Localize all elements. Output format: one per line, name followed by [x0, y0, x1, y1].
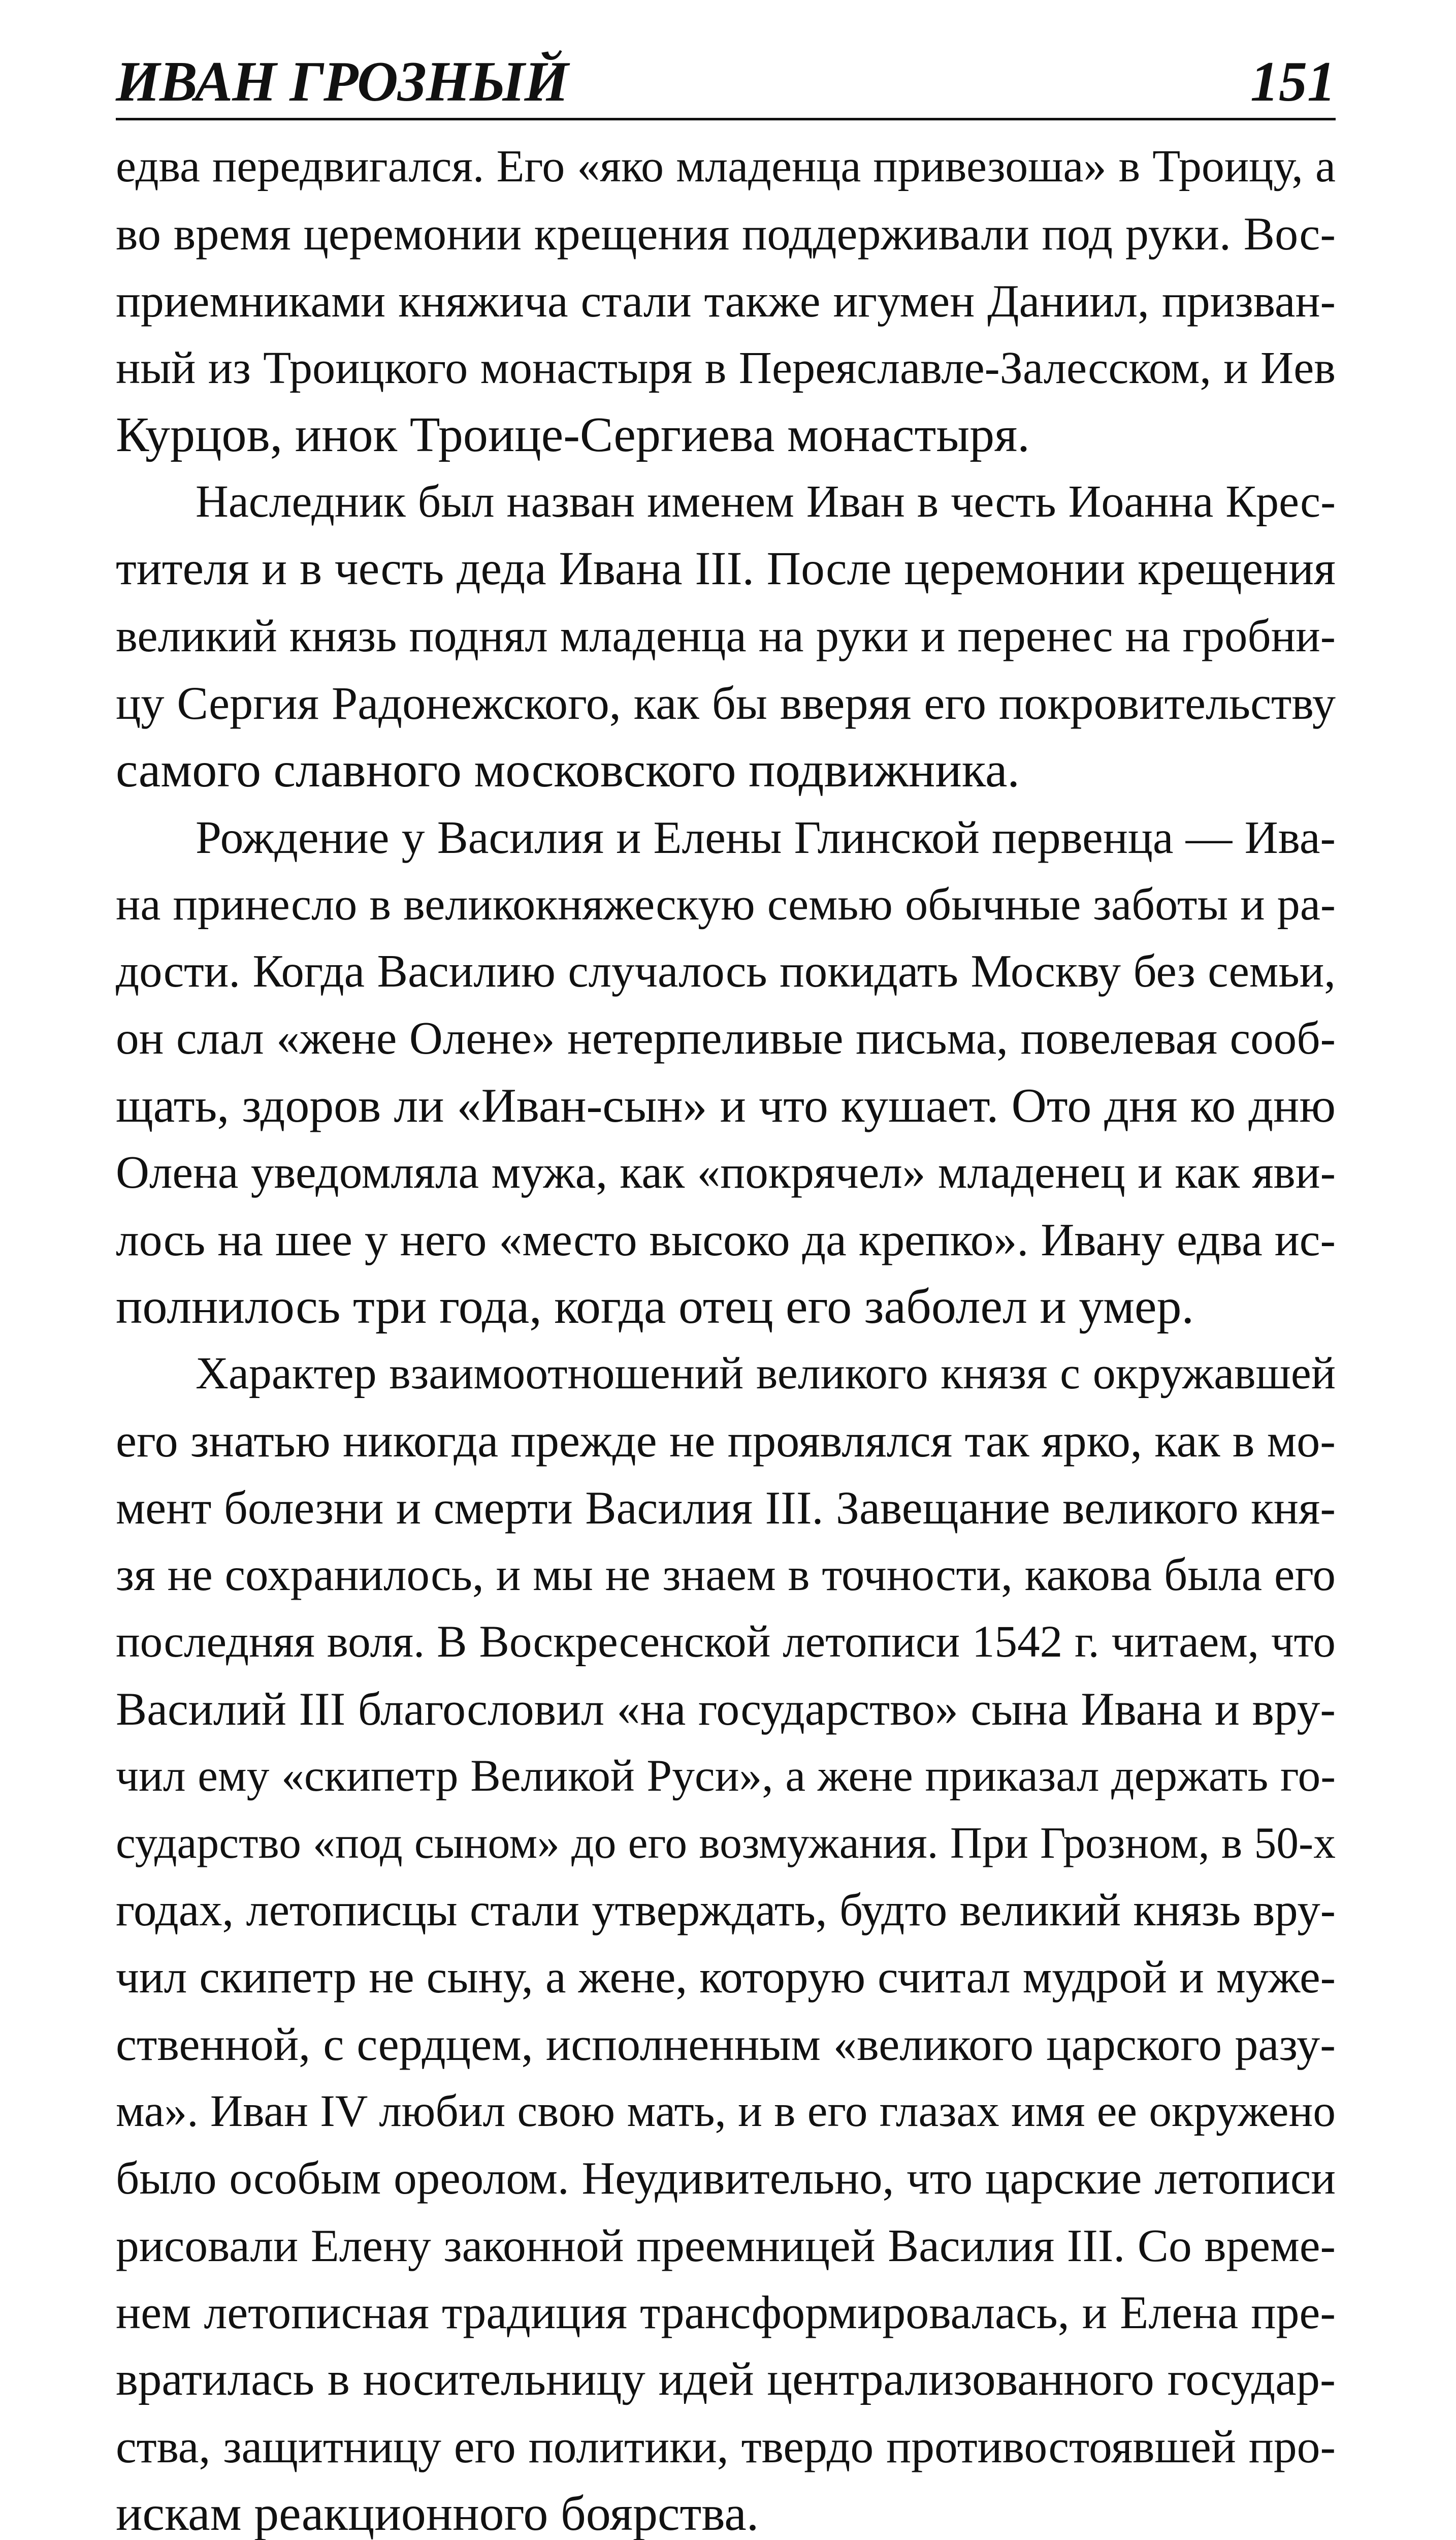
- text-line: Олена уведомляла мужа, как «покрячел» младенец и как яви-: [116, 1147, 1336, 1198]
- text-line: рисовали Елену законной преемницей Василия III. Со време-: [116, 2219, 1336, 2271]
- text-line: полнилось три года, когда отец его заболел и умер.: [116, 1279, 1194, 1334]
- text-line: мент болезни и смерти Василия III. Завещание великого кня-: [116, 1482, 1336, 1534]
- text-line: ственной, с сердцем, исполненным «великого царского разу-: [116, 2018, 1336, 2070]
- text-line: ства, защитницу его политики, твердо противостоявшей про-: [116, 2421, 1336, 2472]
- text-line: едва передвигался. Его «яко младенца привезоша» в Троицу, а: [116, 141, 1336, 192]
- text-line: сударство «под сыном» до его возмужания. При Грозном, в 50-х: [116, 1818, 1336, 1867]
- text-line: зя не сохранилось, и мы не знаем в точности, какова была его: [116, 1549, 1336, 1600]
- text-line: великий князь поднял младенца на руки и перенес на гробни-: [116, 610, 1336, 661]
- text-line: было особым ореолом. Неудивительно, что царские летописи: [116, 2152, 1336, 2204]
- text-line: цу Сергия Радонежского, как бы вверяя его покровительству: [116, 677, 1336, 729]
- text-line: дости. Когда Василию случалось покидать Москву без семьи,: [116, 945, 1336, 997]
- running-title: ИВАН ГРОЗНЫЙ: [116, 50, 568, 113]
- page-number: 151: [1250, 50, 1336, 113]
- text-line: Рождение у Василия и Елены Глинской первенца — Ива-: [196, 811, 1336, 863]
- text-line: ный из Троицкого монастыря в Переяславле-Залесском, и Иев: [116, 342, 1336, 393]
- text-line: ма». Иван IV любил свою мать, и в его глазах имя ее окружено: [116, 2086, 1336, 2136]
- text-line: приемниками княжича стали также игумен Даниил, призван-: [116, 275, 1336, 327]
- text-line: годах, летописцы стали утверждать, будто великий князь вру-: [116, 1884, 1336, 1935]
- text-line: Наследник был назван именем Иван в честь Иоанна Крес-: [196, 477, 1336, 527]
- text-line: Василий III благословил «на государство» сына Ивана и вру-: [116, 1683, 1336, 1735]
- text-line: щать, здоров ли «Иван-сын» и что кушает. Ото дня ко дню: [116, 1078, 1336, 1132]
- text-line: тителя и в честь деда Ивана III. После церемонии крещения: [116, 543, 1336, 595]
- text-line: вратилась в носительницу идей централизованного государ-: [116, 2353, 1336, 2405]
- text-line: чил скипетр не сыну, а жене, которую считал мудрой и муже-: [116, 1951, 1336, 2003]
- text-line: последняя воля. В Воскресенской летописи 1542 г. читаем, что: [116, 1617, 1336, 1667]
- text-line: на принесло в великокняжескую семью обычные заботы и ра-: [116, 879, 1336, 930]
- text-line: Характер взаимоотношений великого князя с окружавшей: [196, 1348, 1336, 1399]
- text-line: нем летописная традиция трансформировалась, и Елена пре-: [116, 2287, 1336, 2338]
- text-line: его знатью никогда прежде не проявлялся так ярко, как в мо-: [116, 1415, 1336, 1467]
- page-header: [116, 50, 1336, 120]
- text-line: самого славного московского подвижника.: [116, 743, 1020, 798]
- text-line: чил ему «скипетр Великой Руси», а жене приказал держать го-: [116, 1751, 1336, 1801]
- text-line: во время церемонии крещения поддерживали под руки. Вос-: [116, 208, 1336, 260]
- text-line: Курцов, инок Троице-Сергиева монастыря.: [116, 407, 1030, 462]
- text-line: искам реакционного боярства.: [116, 2486, 759, 2540]
- text-line: он слал «жене Олене» нетерпеливые письма, повелевая сооб-: [116, 1012, 1336, 1064]
- text-line: лось на шее у него «место высоко да крепко». Ивану едва ис-: [116, 1214, 1336, 1265]
